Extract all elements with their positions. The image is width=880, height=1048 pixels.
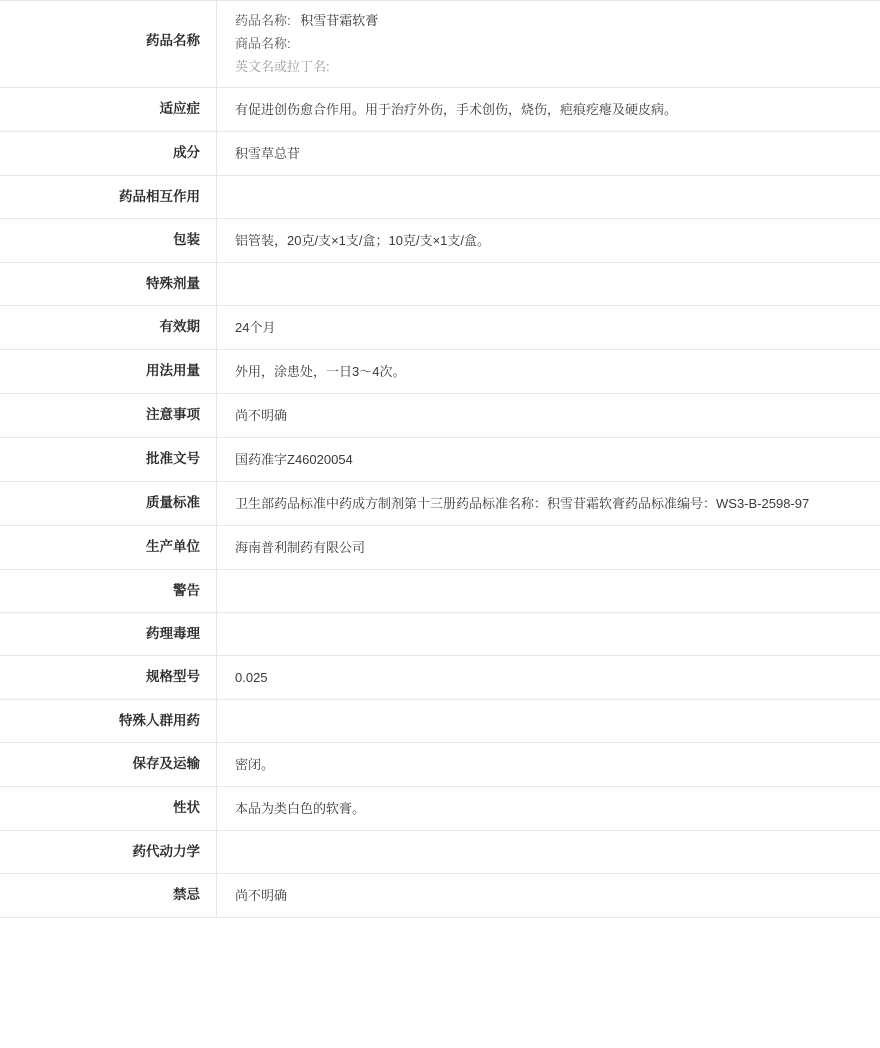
row-label-pharmacology-toxicology: 药理毒理 [0, 613, 217, 656]
row-label-appearance: 性状 [0, 787, 217, 831]
drug-name-key: 药品名称: [235, 13, 291, 28]
english-name-key: 英文名或拉丁名: [235, 59, 330, 74]
table-row [0, 831, 880, 874]
row-value-usage-dosage: 外用，涂患处，一日3～4次。 [217, 350, 880, 394]
row-label-interactions: 药品相互作用 [0, 176, 217, 219]
row-value-contraindications: 尚不明确 [217, 874, 880, 918]
row-label-specification: 规格型号 [0, 656, 217, 700]
row-label-special-populations: 特殊人群用药 [0, 700, 217, 743]
row-value-drug-name [217, 1, 880, 88]
row-label-drug-name: 药品名称 [0, 1, 217, 88]
row-value-pharmacology-toxicology [217, 613, 880, 656]
table-row [0, 613, 880, 656]
table-row [0, 700, 880, 743]
row-value-appearance: 本品为类白色的软膏。 [217, 787, 880, 831]
row-value-storage-transport: 密闭。 [217, 743, 880, 787]
row-label-indications: 适应症 [0, 88, 217, 132]
row-value-indications: 有促进创伤愈合作用。用于治疗外伤，手术创伤，烧伤，疤痕疙瘪及硬皮病。 [217, 88, 880, 132]
drug-info-table-body [0, 1, 880, 918]
table-row [0, 394, 880, 438]
row-value-shelf-life: 24个月 [217, 306, 880, 350]
row-label-precautions: 注意事项 [0, 394, 217, 438]
table-row [0, 88, 880, 132]
row-label-shelf-life: 有效期 [0, 306, 217, 350]
page-bottom-spacer [0, 918, 880, 1048]
table-row [0, 743, 880, 787]
table-row [0, 570, 880, 613]
row-label-warning: 警告 [0, 570, 217, 613]
row-value-warning [217, 570, 880, 613]
row-label-packaging: 包装 [0, 219, 217, 263]
row-value-quality-standard: 卫生部药品标准中药成方制剂第十三册药品标准名称：积雪苷霜软膏药品标准编号：WS3-B-2598-97 [217, 482, 880, 526]
row-value-manufacturer: 海南普利制药有限公司 [217, 526, 880, 570]
drug-name-block [217, 1, 880, 87]
table-row [0, 306, 880, 350]
table-row [0, 176, 880, 219]
row-value-ingredients: 积雪草总苷 [217, 132, 880, 176]
row-label-quality-standard: 质量标准 [0, 482, 217, 526]
row-value-special-populations [217, 700, 880, 743]
drug-name-value: 积雪苷霜软膏 [300, 13, 378, 28]
trade-name-line [235, 32, 866, 55]
row-value-precautions: 尚不明确 [217, 394, 880, 438]
row-label-usage-dosage: 用法用量 [0, 350, 217, 394]
row-label-special-dosage: 特殊剂量 [0, 263, 217, 306]
row-label-ingredients: 成分 [0, 132, 217, 176]
row-label-storage-transport: 保存及运输 [0, 743, 217, 787]
row-label-contraindications: 禁忌 [0, 874, 217, 918]
table-row [0, 438, 880, 482]
table-row [0, 526, 880, 570]
row-value-specification: 0.025 [217, 656, 880, 700]
drug-name-line [235, 9, 866, 32]
table-row [0, 132, 880, 176]
table-row [0, 874, 880, 918]
table-row [0, 787, 880, 831]
row-label-manufacturer: 生产单位 [0, 526, 217, 570]
table-row [0, 219, 880, 263]
table-row [0, 263, 880, 306]
row-value-interactions [217, 176, 880, 219]
table-row [0, 350, 880, 394]
english-name-line [235, 55, 866, 78]
row-value-special-dosage [217, 263, 880, 306]
table-row [0, 656, 880, 700]
row-value-approval-number: 国药准字Z46020054 [217, 438, 880, 482]
row-value-pharmacokinetics [217, 831, 880, 874]
row-label-pharmacokinetics: 药代动力学 [0, 831, 217, 874]
table-row [0, 482, 880, 526]
row-label-approval-number: 批准文号 [0, 438, 217, 482]
trade-name-key: 商品名称: [235, 36, 291, 51]
row-value-packaging: 铝管装，20克/支×1支/盒；10克/支×1支/盒。 [217, 219, 880, 263]
table-row [0, 1, 880, 88]
